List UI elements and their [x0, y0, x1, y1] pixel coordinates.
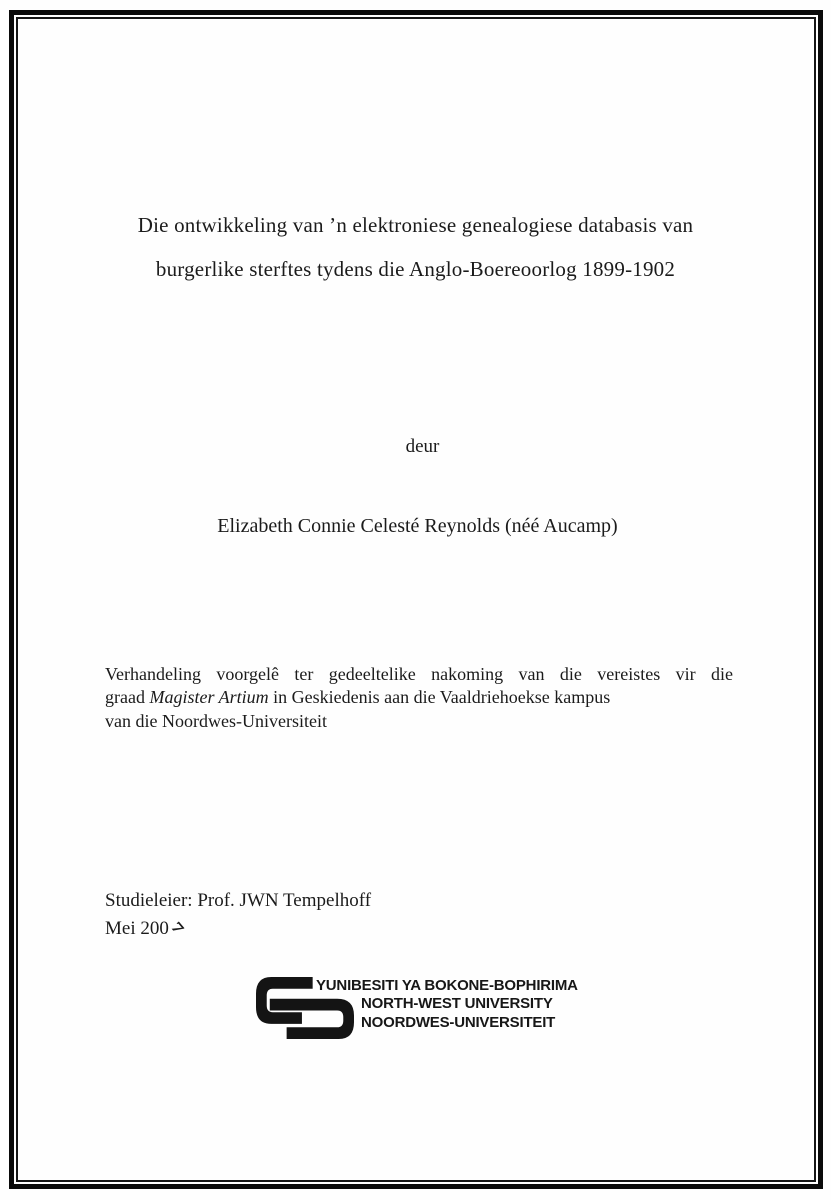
degree-statement-line2	[105, 686, 733, 709]
date-prefix: Mei 200	[105, 917, 169, 939]
degree-name-italic: Magister Artium	[149, 687, 269, 708]
supervisor-line: Studieleier: Prof. JWN Tempelhoff	[105, 890, 372, 911]
handwritten-year-digit: 7	[166, 918, 187, 938]
degree-statement-line1: Verhandeling voorgelê ter gedeeltelike nakoming van die vereistes vir die	[105, 664, 733, 684]
author-name: Elizabeth Connie Celesté Reynolds (néé Aucamp)	[217, 515, 618, 537]
degree-statement-line3: van die Noordwes-Universiteit	[105, 710, 327, 731]
degree-statement-line2-pre: graad	[105, 687, 150, 708]
byline-label: deur	[405, 436, 440, 457]
supervisor-block	[105, 887, 371, 942]
thesis-title	[40, 203, 791, 291]
degree-statement	[105, 663, 733, 733]
date-line	[105, 915, 371, 943]
nwu-logo	[256, 977, 578, 1039]
thesis-title-line2: burgerlike sterftes tydens die Anglo-Boereoorlog 1899-1902	[155, 257, 676, 281]
thesis-title-line1: Die ontwikkeling van ’n elektroniese genealogiese databasis van	[137, 213, 694, 237]
nwu-wordmark-setswana: YUNIBESITI YA BOKONE-BOPHIRIMA	[316, 977, 578, 994]
nwu-wordmark	[316, 977, 578, 1032]
nwu-wordmark-afrikaans: NOORDWES-UNIVERSITEIT	[361, 1013, 556, 1031]
nwu-wordmark-english: NORTH-WEST UNIVERSITY	[361, 995, 553, 1013]
degree-statement-line2-post: in Geskiedenis aan die Vaaldriehoekse kampus	[268, 687, 611, 708]
